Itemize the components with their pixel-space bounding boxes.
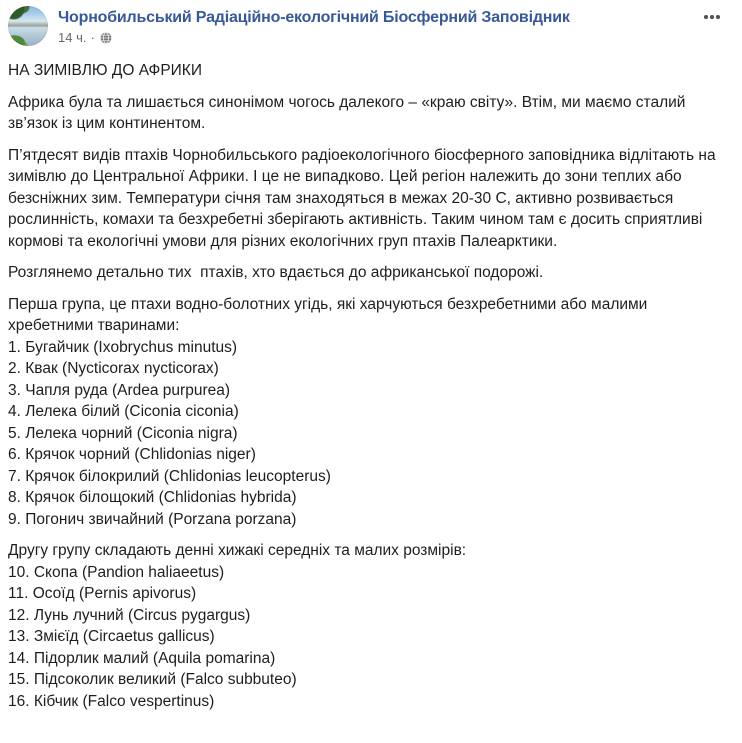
page-avatar[interactable] <box>8 6 48 46</box>
ellipsis-dot <box>716 15 720 19</box>
group1-intro: Перша група, це птахи водно-болотних угідь, які харчуються безхребетними або малими хребетними тваринами: <box>8 295 652 334</box>
post-meta <box>58 30 570 46</box>
list-item: 12. Лунь лучний (Circus pygargus) <box>8 606 251 624</box>
post-header <box>0 0 742 46</box>
more-options-button[interactable] <box>696 4 728 30</box>
list-item: 7. Крячок білокрилий (Chlidonias leucopterus) <box>8 467 331 485</box>
list-item: 11. Осоїд (Pernis apivorus) <box>8 585 197 602</box>
post-title: НА ЗИМІВЛЮ ДО АФРИКИ <box>8 62 202 79</box>
list-item: 13. Змієїд (Circaetus gallicus) <box>8 628 215 645</box>
list-item: 5. Лелека чорний (Ciconia nigra) <box>8 424 238 442</box>
timestamp-link[interactable]: 14 ч. <box>58 30 87 45</box>
post-paragraph: Розглянемо детально тих птахів, хто вдається до африканської подорожі. <box>8 264 544 281</box>
post-paragraph: Африка була та лишається синонімом чогось далекого – «краю світу». Втім, ми маємо сталий зв’язок із цим континентом. <box>8 93 690 132</box>
list-item: 3. Чапля руда (Ardea purpurea) <box>8 381 231 399</box>
list-item: 10. Скопа (Pandion haliaeetus) <box>8 563 225 581</box>
bird-group-1 <box>8 294 728 531</box>
bird-group-2 <box>8 540 728 712</box>
post-paragraph: П’ятдесят видів птахів Чорнобильського радіоекологічного біосферного заповідника відлітають на зимівлю до Центральної Африки. І це не випадково. Цей регіон належить до зони теплих або безсніжних зим. Температури січня там знаходяться в межах 20-30 С, активно розвивається рослинність, комахи та безхребетні зберігають активність. Таким чином там є досить сприятливі кормові та екологічні умови для різних екологічних груп птахів Палеарктики. <box>8 146 720 250</box>
header-text <box>58 6 570 46</box>
globe-public-icon <box>100 32 112 44</box>
list-item: 1. Бугайчик (Ixobrychus minutus) <box>8 338 238 356</box>
list-item: 16. Кібчик (Falco vespertinus) <box>8 692 215 710</box>
list-item: 8. Крячок білощокий (Chlidonias hybrida) <box>8 489 297 506</box>
ellipsis-dot <box>704 15 708 19</box>
page-name-link[interactable]: Чорнобильський Радіаційно-екологічний Біосферний Заповідник <box>58 9 570 26</box>
post-body <box>0 46 742 712</box>
ellipsis-dot <box>710 15 714 19</box>
meta-separator: · <box>90 30 95 45</box>
list-item: 9. Погонич звичайний (Porzana porzana) <box>8 510 297 528</box>
list-item: 15. Підсоколик великий (Falco subbuteo) <box>8 671 297 688</box>
list-item: 14. Підорлик малий (Aquila pomarina) <box>8 649 276 667</box>
list-item: 2. Квак (Nycticorax nycticorax) <box>8 360 219 377</box>
group2-intro: Другу групу складають денні хижакі середніх та малих розмірів: <box>8 542 467 559</box>
list-item: 4. Лелека білий (Ciconia ciconia) <box>8 403 239 420</box>
list-item: 6. Крячок чорний (Chlidonias niger) <box>8 446 256 463</box>
